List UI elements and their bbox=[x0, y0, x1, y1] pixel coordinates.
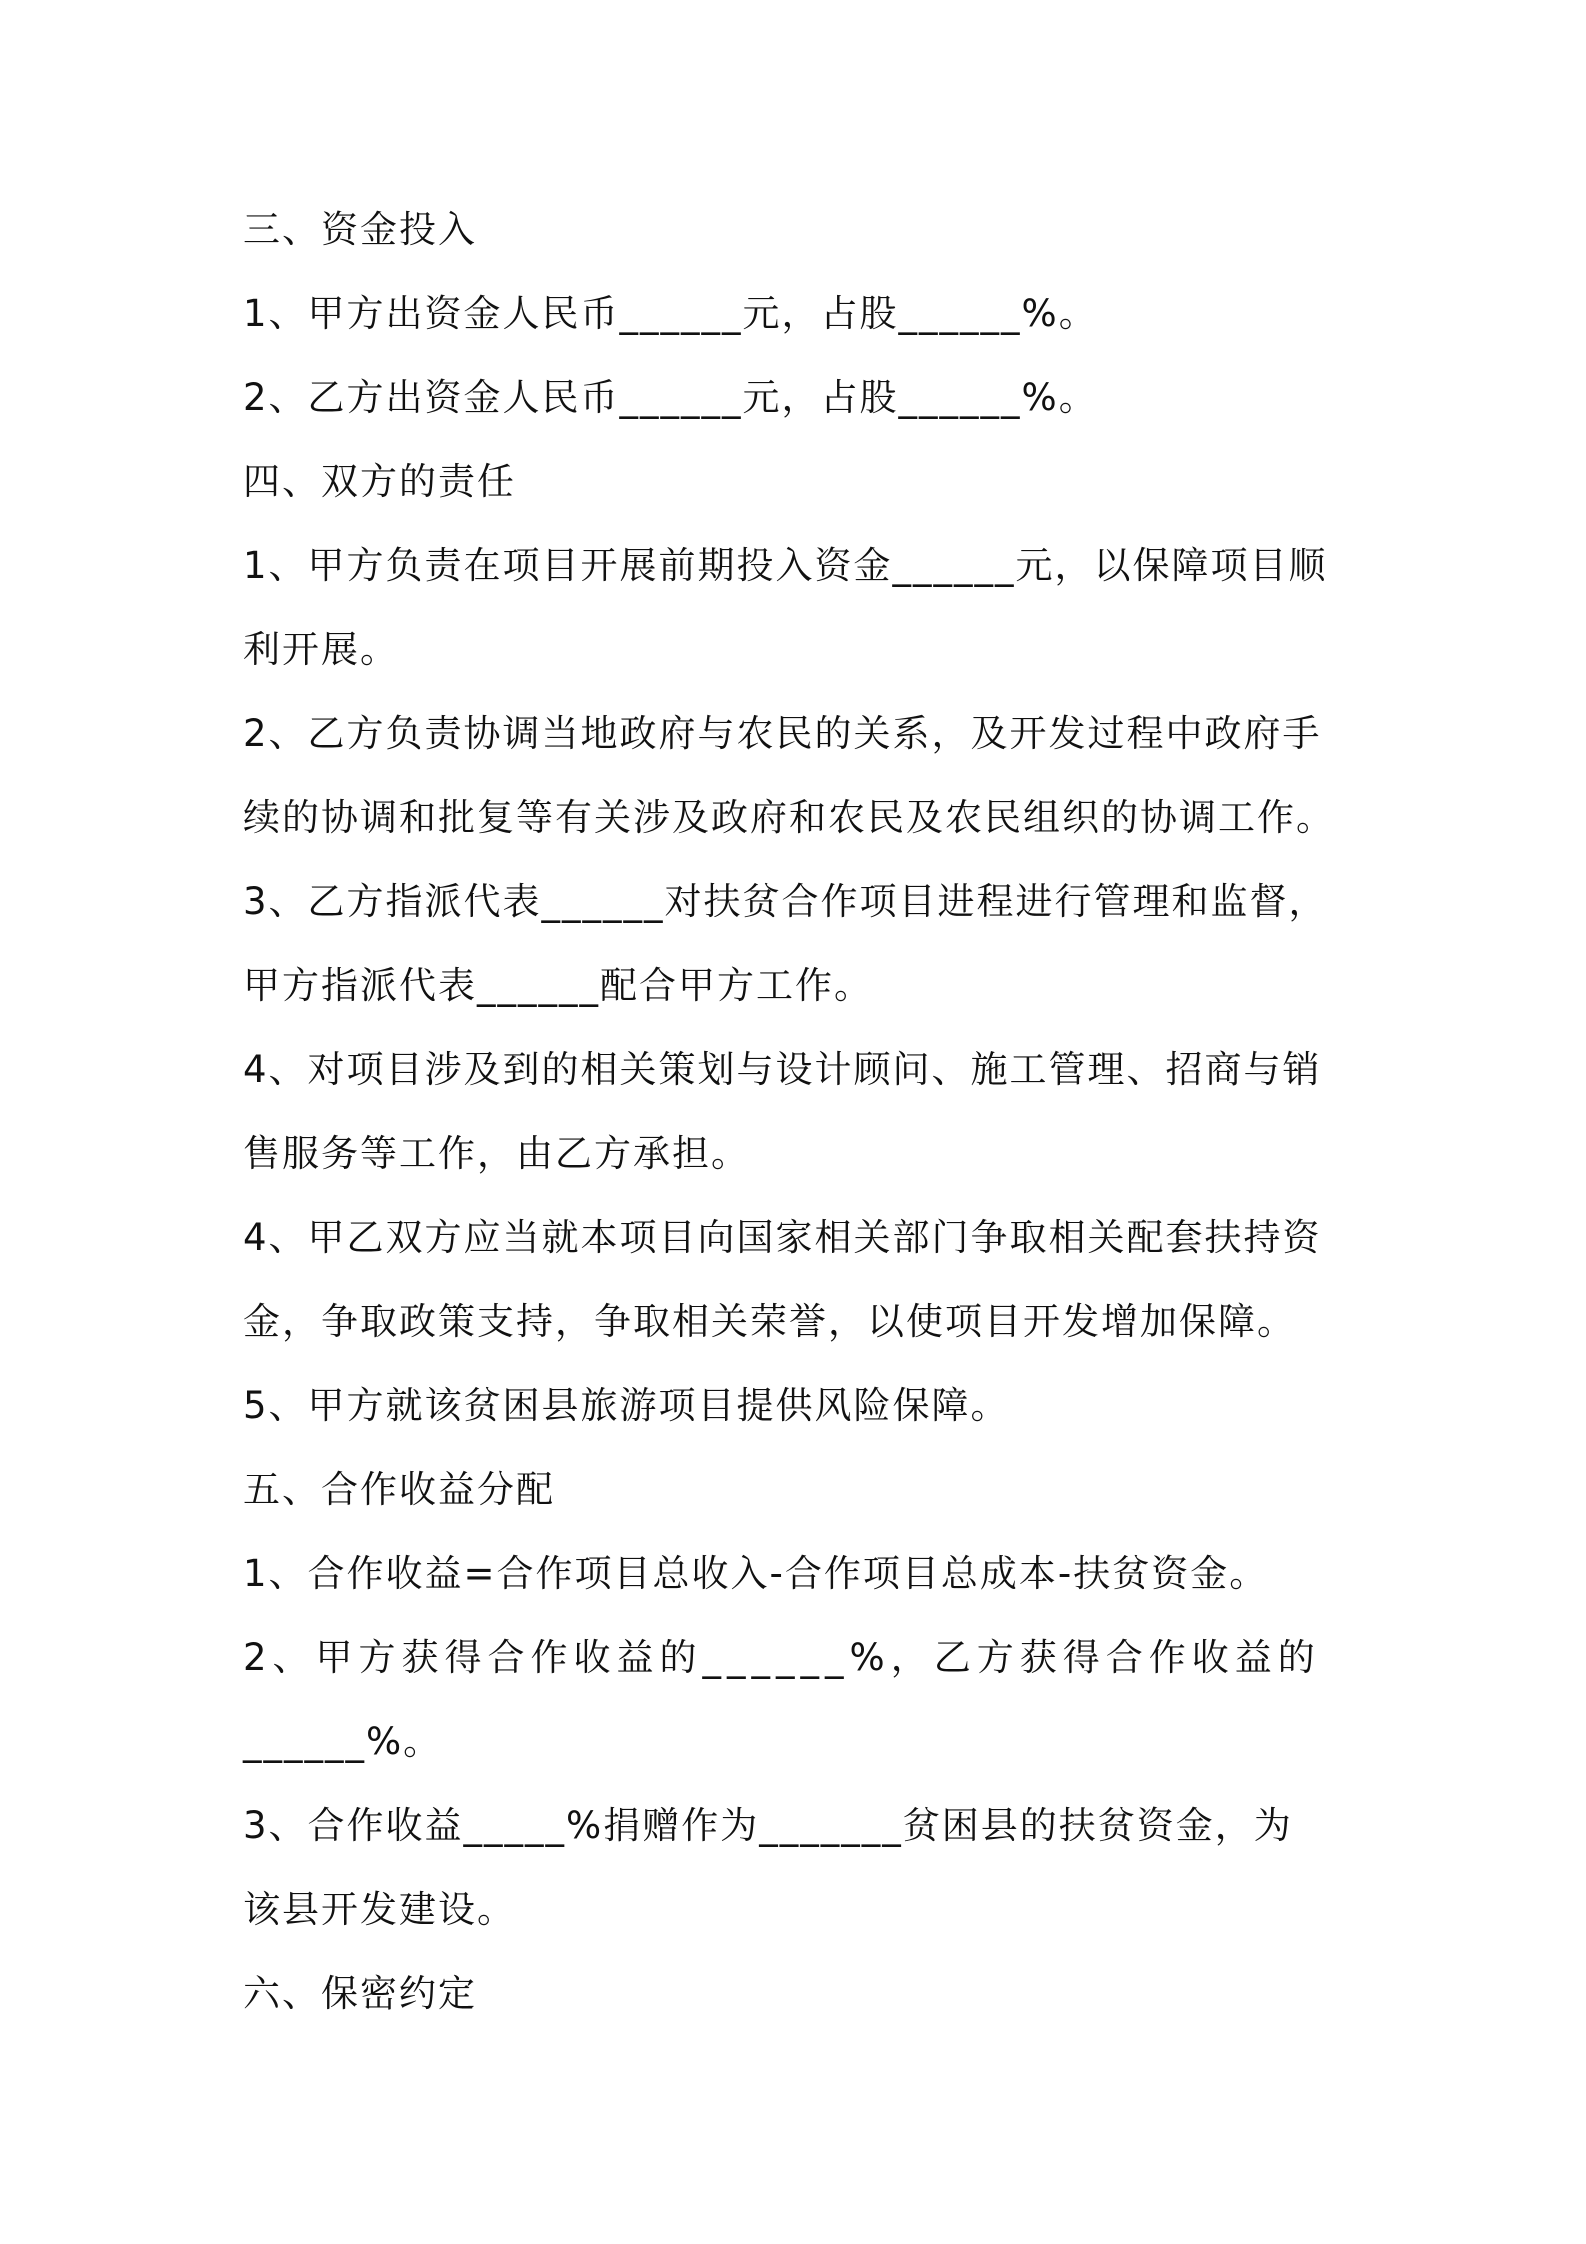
paragraph-line: ______%。 bbox=[243, 1720, 443, 1763]
section-heading-profit-distribution: 五、合作收益分配 bbox=[243, 1468, 555, 1511]
document-page bbox=[243, 198, 1359, 2046]
paragraph-line: 5、甲方就该贫困县旅游项目提供风险保障。 bbox=[243, 1384, 1010, 1427]
paragraph-line: 利开展。 bbox=[243, 628, 399, 671]
paragraph-line: 售服务等工作，由乙方承担。 bbox=[243, 1132, 750, 1175]
paragraph-line: 4、对项目涉及到的相关策划与设计顾问、施工管理、招商与销 bbox=[243, 1048, 1322, 1091]
paragraph-line: 2、乙方出资金人民币______元，占股______%。 bbox=[243, 376, 1098, 419]
paragraph-line: 1、甲方负责在项目开展前期投入资金______元，以保障项目顺 bbox=[243, 544, 1328, 587]
paragraph-line: 2、甲方获得合作收益的______%，乙方获得合作收益的 bbox=[243, 1636, 1321, 1679]
paragraph-line: 1、甲方出资金人民币______元，占股______%。 bbox=[243, 292, 1098, 335]
paragraph-line: 3、乙方指派代表______对扶贫合作项目进程进行管理和监督， bbox=[243, 880, 1328, 923]
paragraph-line: 1、合作收益=合作项目总收入-合作项目总成本-扶贫资金。 bbox=[243, 1552, 1269, 1595]
paragraph-line: 该县开发建设。 bbox=[243, 1888, 516, 1931]
paragraph-line: 甲方指派代表______配合甲方工作。 bbox=[243, 964, 873, 1007]
section-heading-confidentiality: 六、保密约定 bbox=[243, 1972, 477, 2015]
section-heading-capital: 三、资金投入 bbox=[243, 208, 477, 251]
paragraph-line: 金，争取政策支持，争取相关荣誉，以使项目开发增加保障。 bbox=[243, 1300, 1296, 1343]
section-heading-responsibilities: 四、双方的责任 bbox=[243, 460, 516, 503]
paragraph-line: 4、甲乙双方应当就本项目向国家相关部门争取相关配套扶持资 bbox=[243, 1216, 1322, 1259]
paragraph-line: 续的协调和批复等有关涉及政府和农民及农民组织的协调工作。 bbox=[243, 796, 1335, 839]
paragraph-line: 3、合作收益_____%捐赠作为_______贫困县的扶贫资金，为 bbox=[243, 1804, 1293, 1847]
paragraph-line: 2、乙方负责协调当地政府与农民的关系，及开发过程中政府手 bbox=[243, 712, 1322, 755]
